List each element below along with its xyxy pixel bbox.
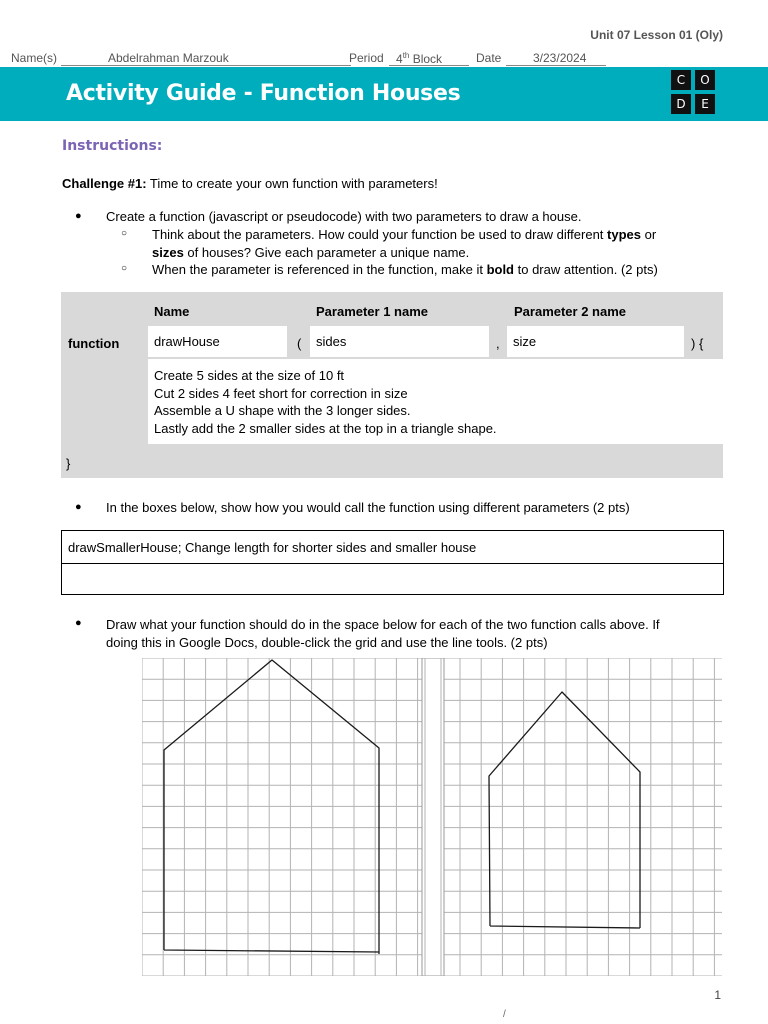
function-call-box-1[interactable]: drawSmallerHouse; Change length for shorter sides and smaller house [61, 530, 724, 564]
unit-lesson-label: Unit 07 Lesson 01 (Oly) [590, 28, 723, 42]
name-column-header: Name [154, 304, 190, 319]
bullet-call-function: In the boxes below, show how you would call the function using different parameters (2 pts) [106, 500, 630, 515]
logo-letter-e: E [695, 94, 715, 114]
comma: , [496, 336, 500, 351]
open-paren: ( [297, 336, 302, 351]
code-org-logo [671, 70, 717, 116]
page-title: Activity Guide - Function Houses [66, 81, 461, 106]
drawing-grid[interactable] [142, 658, 722, 976]
function-name-field[interactable]: drawHouse [148, 326, 287, 357]
name-value: Abdelrahman Marzouk [108, 51, 229, 65]
name-underline [61, 65, 351, 66]
function-body-line: Create 5 sides at the size of 10 ft [154, 368, 345, 383]
close-paren-brace: ) { [691, 336, 704, 351]
challenge-text: Time to create your own function with parameters! [146, 176, 438, 191]
function-call-box-2[interactable] [61, 563, 724, 595]
period-value: 4th Block [396, 51, 443, 66]
date-value: 3/23/2024 [533, 51, 587, 65]
student-info-line [11, 51, 711, 67]
logo-letter-o: O [695, 70, 715, 90]
sub-bullet-bold-reference: When the parameter is referenced in the function, make it bold to draw attention. (2 pts) [152, 262, 658, 277]
bullet-create-function: Create a function (javascript or pseudocode) with two parameters to draw a house. [106, 209, 582, 224]
function-body-line: Assemble a U shape with the 3 longer sides. [154, 403, 411, 418]
challenge-label: Challenge #1: [62, 176, 147, 191]
function-keyword: function [68, 336, 120, 351]
challenge-line [62, 176, 438, 191]
bullet-dot: ● [75, 501, 82, 513]
sub-bullet-circle: ○ [121, 228, 128, 239]
logo-letter-c: C [671, 70, 691, 90]
house-drawing-large [164, 660, 379, 954]
house-drawing-small [489, 692, 640, 928]
title-banner [0, 67, 768, 121]
bullet-draw-instructions: Draw what your function should do in the space below for each of the two function calls above. If doing this in Google Docs, double-click the grid and use the line tools. (2 pts) [106, 617, 660, 650]
closing-brace: } [66, 456, 71, 471]
function-body-line: Cut 2 sides 4 feet short for correction in size [154, 385, 408, 401]
name-label: Name(s) [11, 51, 58, 65]
logo-letter-d: D [671, 94, 691, 114]
footer-mark: / [503, 1009, 506, 1020]
function-body-line: Lastly add the 2 smaller sides at the top in a triangle shape. [154, 420, 497, 436]
page-number: 1 [714, 988, 721, 1002]
sub-bullet-parameters: Think about the parameters. How could your function be used to draw different types or sizes of houses? Give each parameter a unique name. [152, 227, 657, 260]
param2-field[interactable]: size [507, 326, 684, 357]
param2-column-header: Parameter 2 name [514, 304, 627, 319]
param1-field[interactable]: sides [310, 326, 489, 357]
grid-svg [142, 658, 722, 976]
bullet-dot: ● [75, 210, 82, 222]
sub-bullet-circle: ○ [121, 263, 128, 274]
date-label: Date [476, 51, 502, 65]
instructions-heading: Instructions: [62, 138, 163, 154]
function-body-field[interactable] [148, 359, 723, 444]
period-label: Period [349, 51, 384, 65]
date-underline [506, 65, 606, 66]
param1-column-header: Parameter 1 name [316, 304, 429, 319]
bullet-dot: ● [75, 617, 82, 629]
